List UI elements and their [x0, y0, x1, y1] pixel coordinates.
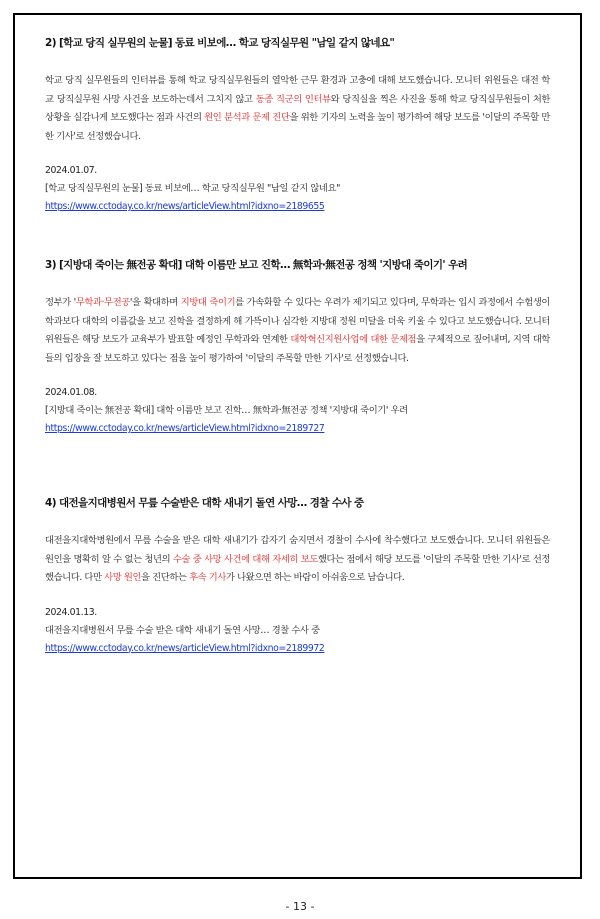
- body-text-run: '을 확대하며: [129, 297, 181, 308]
- body-text-run: 을 위한 기자의 노력을 높이 평가하여 해당 보도를 '이달의 주목할 만한 기사'로 선정했습니다.: [45, 112, 550, 142]
- section-heading: 3) [지방대 죽이는 無전공 확대] 대학 이름만 보고 진학… 無학과·無전공 정책 '지방대 죽이기' 우려: [45, 259, 468, 271]
- article-section-2: [45, 35, 550, 216]
- highlight-text: 지방대 죽이기: [180, 297, 236, 308]
- highlight-text: 무학과·무전공: [75, 297, 130, 308]
- page-frame: [13, 13, 582, 879]
- highlight-text: 대학혁신지원사업에 대한 문제점: [290, 334, 417, 345]
- body-text-run: 을 구체적으로 짚어내며, 지역 대학들의 입장을 잘 보도하고 있다는 점을 높이 평가하여 '이달의 주목할 만한 기사'로 선정했습니다.: [45, 334, 550, 364]
- body-text-run: 가 나왔으면 하는 바람이 아쉬움으로 남습니다.: [225, 572, 405, 583]
- article-date: 2024.01.08.: [45, 387, 97, 398]
- article-title: [지방대 죽이는 無전공 확대] 대학 이름만 보고 진학… 無학과·無전공 정책 '지방대 죽이기' 우려: [45, 405, 408, 416]
- section-body: [45, 294, 550, 368]
- article-title: [학교 당직실무원의 눈물] 동료 비보에… 학교 당직실무원 "남일 같지 않네요": [45, 183, 340, 194]
- highlight-text: 사망 원인: [104, 572, 142, 583]
- body-text-run: 정부가 ': [45, 297, 76, 308]
- body-text-run: 을 진단하는: [141, 572, 190, 583]
- section-body: [45, 532, 550, 588]
- article-section-4: [45, 495, 550, 658]
- article-title: 대전을지대병원서 무릎 수술 받은 대학 새내기 돌연 사망… 경찰 수사 중: [45, 624, 320, 636]
- body-text-run: 했다는 점에서 해당 보도를 '이달의 주목할 만한 기사'로 선정했습니다. 다만: [45, 553, 550, 583]
- body-text-run: 대전을지대학병원에서 무릎 수술을 받은 대학 새내기가 갑자기 숨지면서 경찰이 수사에 착수했다고 보도했습니다. 모니터 위원들은 원인을 명확히 알 수 없는 청년의: [45, 535, 550, 565]
- article-section-3: [45, 257, 550, 438]
- page-number: - 13 -: [285, 900, 315, 913]
- highlight-text: 후속 기사: [189, 572, 226, 583]
- highlight-text: 원인 분석과 문제 진단: [204, 112, 290, 123]
- body-text-run: 를 가속화할 수 있다는 우려가 제기되고 있다며, 무학과는 입시 과정에서 수험생이 학과보다 대학의 이름값을 보고 진학을 결정하게 해 가뜩이나 심각한 지방대 정원 미달을 더욱 키울 수 있다고 보도했습니다. 모니터 위원들은 해당 보도가 교육부가 발표할 예정인 무학과와 연계한: [45, 297, 550, 345]
- article-link[interactable]: https://www.cctoday.co.kr/news/articleView.html?idxno=2189727: [45, 423, 325, 434]
- section-heading: 2) [학교 당직 실무원의 눈물] 동료 비보에… 학교 당직실무원 "남일 같지 않네요": [45, 37, 395, 49]
- body-text-run: 학교 당직 실무원들의 인터뷰를 통해 학교 당직실무원들의 열악한 근무 환경과 고충에 대해 보도했습니다. 모니터 위원들은 대전 학교 당직실무원 사망 사건을 보도하는데서 그치지 않고: [45, 75, 550, 105]
- section-heading: 4) 대전을지대병원서 무릎 수술받은 대학 새내기 돌연 사망… 경찰 수사 중: [45, 497, 364, 509]
- highlight-text: 동종 직군의 인터뷰: [255, 93, 331, 105]
- body-text-run: 와 당직실을 찍은 사진을 통해 학교 당직실무원들이 처한 상황을 실감나게 보도했다는 점과 사건의: [45, 93, 550, 123]
- article-link[interactable]: https://www.cctoday.co.kr/news/articleView.html?idxno=2189655: [45, 201, 325, 212]
- article-date: 2024.01.13.: [45, 606, 97, 618]
- article-date: 2024.01.07.: [45, 165, 97, 176]
- highlight-text: 수술 중 사망 사건에 대해 자세히 보도: [172, 553, 318, 565]
- article-link[interactable]: https://www.cctoday.co.kr/news/articleView.html?idxno=2189972: [45, 642, 325, 654]
- section-body: [45, 72, 550, 146]
